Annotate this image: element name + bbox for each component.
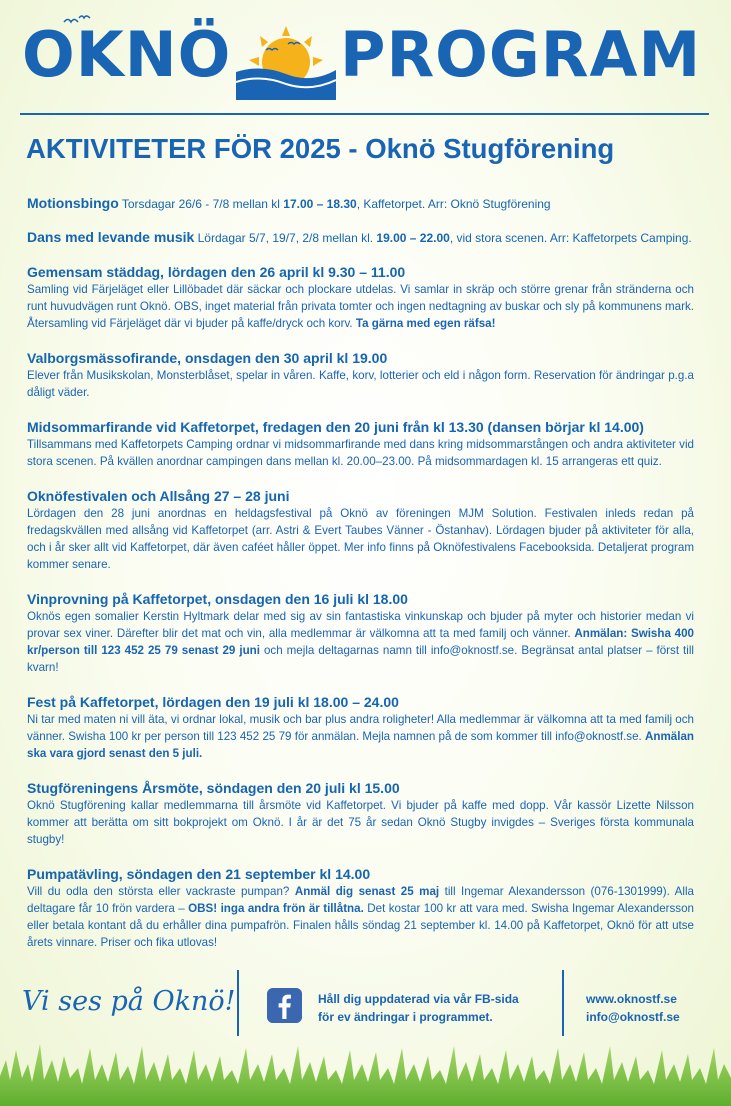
header-divider: [20, 113, 709, 115]
activity-body: [27, 281, 694, 332]
activity-time: 17.00 – 18.30: [283, 197, 357, 211]
website-link[interactable]: www.oknostf.se: [586, 992, 677, 1006]
footer: [0, 966, 731, 1038]
facebook-info-line: Håll dig uppdaterad via vår FB-sida: [318, 992, 519, 1006]
activity-festival: [27, 487, 694, 573]
activity-heading: Stugföreningens Årsmöte, söndagen den 20 juli kl 15.00: [27, 780, 400, 796]
activity-heading: Dans med levande musik: [27, 229, 195, 245]
activity-midsommar: [27, 418, 694, 470]
activity-text: , Kaffetorpet. Arr: Oknö Stugförening: [356, 197, 551, 211]
facebook-info: [318, 990, 519, 1026]
activity-text: Det kostar 100 kr att vara med. Swisha Ingemar Alexandersson eller betala kontant då du erhåller dina pumpafrön. Finalen hålls söndag 21 september kl. 14.00 på Kaffetorpet, Oknö för att utse årets vinnare. Priser och fika utlovas!: [27, 902, 694, 949]
activity-heading: Fest på Kaffetorpet, lördagen den 19 juli kl 18.00 – 24.00: [27, 694, 399, 710]
activity-heading: Gemensam städdag, lördagen den 26 april kl 9.30 – 11.00: [27, 264, 406, 280]
facebook-icon[interactable]: [267, 988, 302, 1023]
activity-staddag: [27, 263, 694, 332]
activity-pumpa: [27, 865, 694, 951]
activity-time: 19.00 – 22.00: [376, 231, 450, 245]
activity-text: och mejla deltagarnas namn till info@oknostf.se. Begränsat antal platser – först till kvarn!: [27, 644, 695, 674]
footer-divider: [562, 970, 564, 1036]
activity-text: Ni tar med maten ni vill äta, vi ordnar lokal, musik och bar plus andra roligheter! Alla medlemmar är välkomna att ta med familj och vänner. Swisha 100 kr per person till 123 452 25 79 för anmälan. Mejla namnen på de som kommer till info@oknostf.se.: [27, 713, 694, 743]
activity-emphasis: Anmälan ska vara gjord senast den 5 juli.: [27, 730, 694, 760]
activity-text: Vill du odla den största eller vackraste pumpan?: [27, 885, 295, 898]
signoff-text: Vi ses på Oknö!: [22, 986, 236, 1017]
email-link[interactable]: info@oknostf.se: [586, 1010, 680, 1024]
footer-divider: [237, 970, 239, 1036]
activity-emphasis: Anmälan: Swisha 400 kr/person till 123 452 25 79 senast 29 juni: [27, 627, 695, 657]
activity-list: [27, 195, 694, 968]
activity-heading: Oknöfestivalen och Allsång 27 – 28 juni: [27, 488, 290, 504]
activity-emphasis: Anmäl dig senast 25 maj: [294, 885, 440, 898]
activity-heading: Vinprovning på Kaffetorpet, onsdagen den 16 juli kl 18.00: [27, 591, 408, 607]
activity-heading: Valborgsmässofirande, onsdagen den 30 april kl 19.00: [27, 350, 388, 366]
activity-dans: [27, 229, 694, 246]
activity-emphasis: OBS! inga andra frön är tillåtna.: [188, 902, 364, 915]
activity-valborg: [27, 349, 694, 401]
activity-text: Lördagar 5/7, 19/7, 2/8 mellan kl.: [194, 231, 377, 245]
activity-heading: Pumpatävling, söndagen den 21 september kl 14.00: [27, 866, 371, 882]
activity-text: , vid stora scenen. Arr: Kaffetorpets Camping.: [449, 231, 692, 245]
activity-body: [27, 711, 694, 762]
sun-logo-icon: [236, 20, 336, 100]
logo-text-okno: OKNÖ: [22, 18, 232, 91]
activity-text: Torsdagar 26/6 - 7/8 mellan kl: [118, 197, 284, 211]
activity-body: Tillsammans med Kaffetorpets Camping ordnar vi midsommarfirande med dans kring midsommarstången och andra aktiviteter vid stora scenen. På kvällen anordnar campingen dans mellan kl. 20.00–23.00. På midsommardagen kl. 15 arrangeras ett quiz.: [27, 438, 694, 468]
page-title: AKTIVITETER FÖR 2025 - Oknö Stugförening: [26, 133, 615, 164]
activity-text: Oknös egen somalier Kerstin Hyltmark delar med sig av sin fantastiska vinkunskap och bjuder på myter och historier medan vi provar sex viner. Därefter blir det mat och vin, alla medlemmar är välkomna att ta med familj och vänner.: [27, 610, 694, 640]
logo-text-program: PROGRAM: [340, 18, 702, 91]
activity-vinprovning: [27, 590, 694, 676]
activity-arsmote: [27, 779, 694, 848]
header: [0, 0, 731, 110]
activity-fest: [27, 693, 694, 762]
activity-motionsbingo: [27, 195, 694, 212]
facebook-info-line: för ev ändringar i programmet.: [318, 1010, 493, 1024]
activity-heading: Midsommarfirande vid Kaffetorpet, fredagen den 20 juni från kl 13.30 (dansen börjar kl 14.00): [27, 419, 644, 435]
activity-body: Oknö Stugförening kallar medlemmarna till årsmöte vid Kaffetorpet. Vi bjuder på kaffe med dopp. Vår kassör Lizette Nilsson kommer att berätta om sitt bokprojekt om Oknö. I år är det 75 år sedan Oknö Stugby invigdes – Sveriges första kommunala stugby!: [27, 799, 694, 846]
activity-body: Elever från Musikskolan, Monsterblåset, spelar in våren. Kaffe, korv, lotterier och eld i någon form. Reservation för ändringar p.g.a dåligt väder.: [27, 369, 694, 399]
activity-body: [27, 883, 694, 951]
activity-text: till Ingemar Alexandersson (076-1301999). Alla deltagare får 10 frön vardera –: [27, 885, 694, 915]
contact-info: [586, 990, 680, 1026]
activity-body: [27, 608, 694, 676]
activity-body: Lördagen den 28 juni anordnas en heldagsfestival på Oknö av föreningen MJM Solution. Festivalen inleds redan på fredagskvällen med allsång vid Kaffetorpet (arr. Astri & Evert Taubes Vänner - Östanhav). Lördagen bjuder på aktiviteter för alla, och i år sker allt vid Kaffetorpet, där även caféet håller öppet. Mer info finns på Oknöfestivalens Facebooksida. Detaljerat program kommer senare.: [27, 507, 694, 571]
activity-text: Samling vid Färjeläget eller Lillöbadet där säckar och plockare utdelas. Vi samlar in skräp och större grenar från stränderna och runt huvudvägen runt Oknö. OBS, inget material från privata tomter och ingen nedtagning av buskar och sly på kommunens mark. Återsamling vid Färjeläget där vi bjuder på kaffe/dryck och korv.: [27, 283, 694, 330]
activity-heading: Motionsbingo: [27, 195, 119, 211]
grass-decoration: [0, 1030, 731, 1106]
activity-emphasis: Ta gärna med egen räfsa!: [355, 317, 496, 330]
